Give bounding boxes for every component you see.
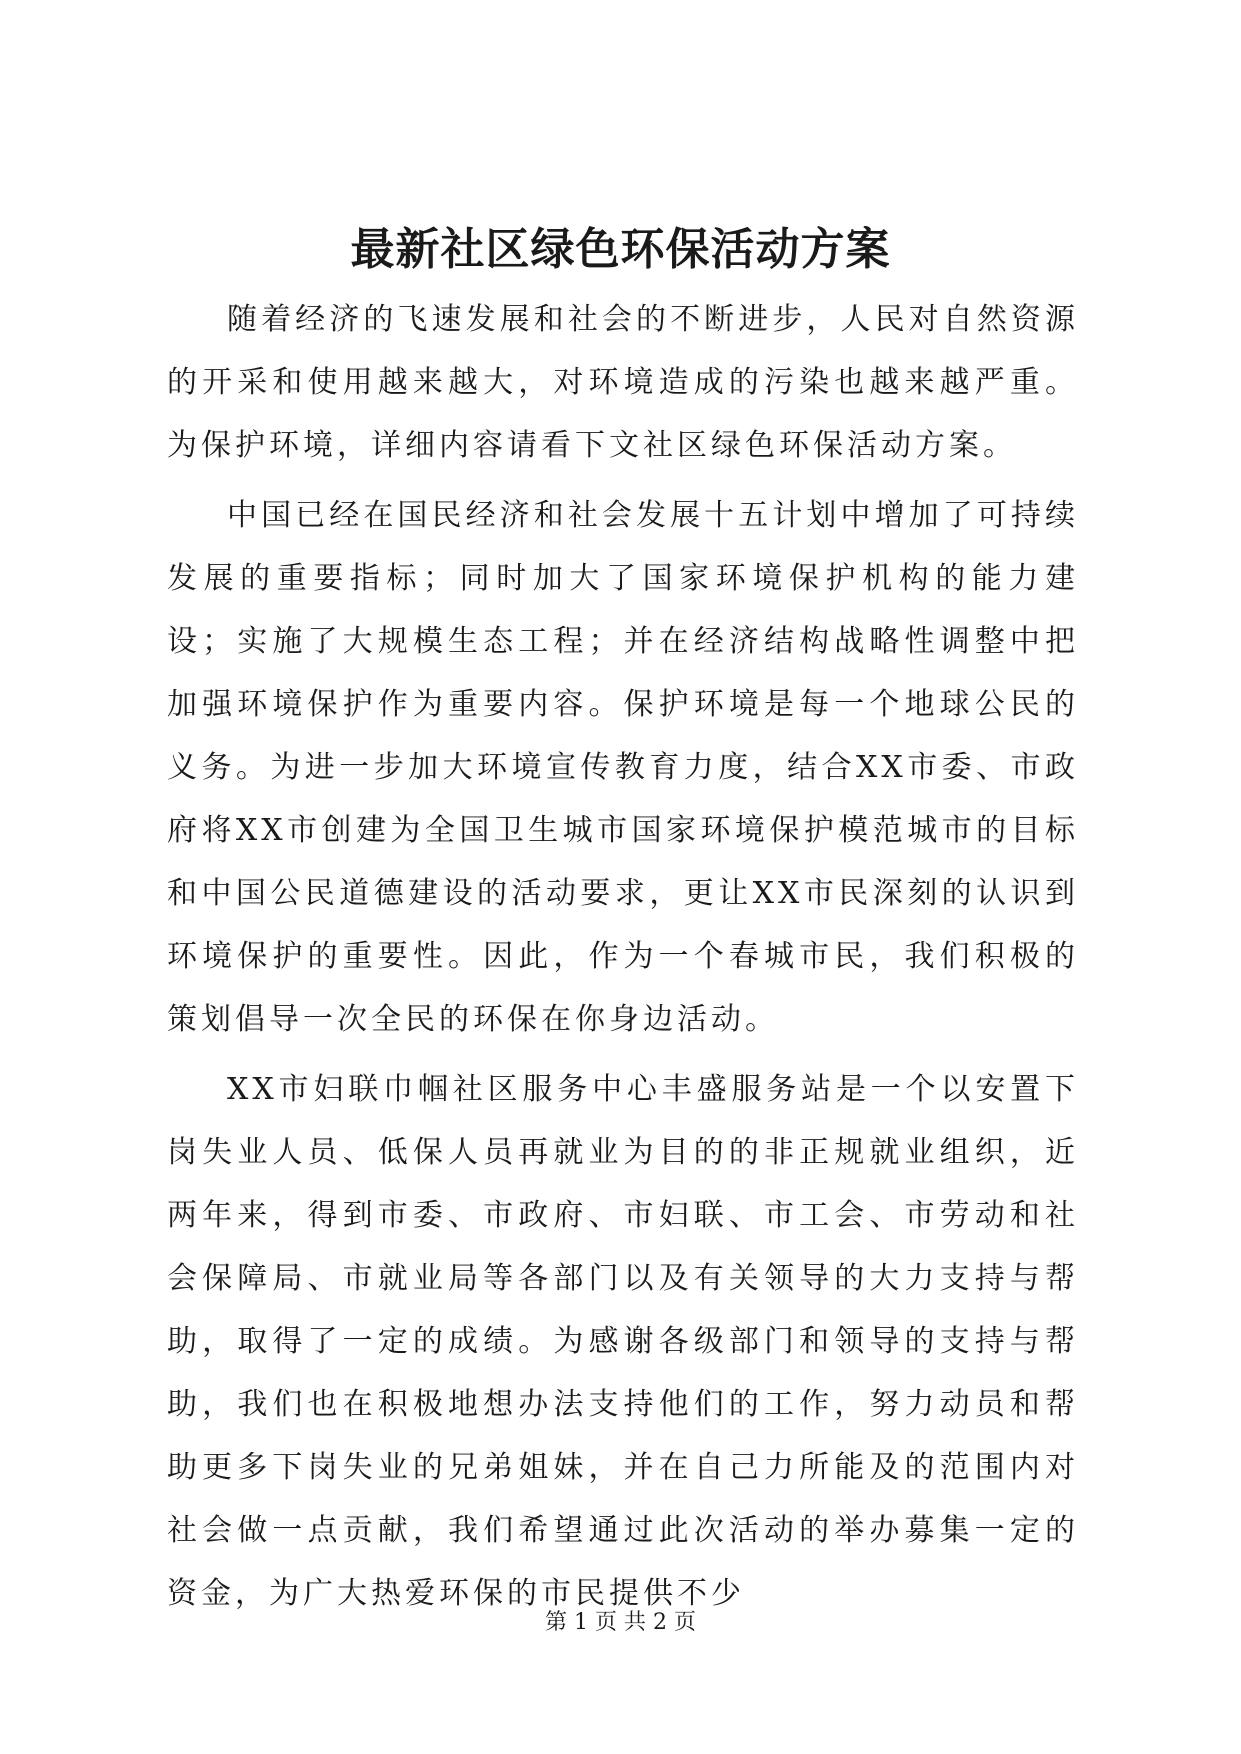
document-title: 最新社区绿色环保活动方案 [350, 224, 891, 275]
page-footer: 第 1 页 共 2 页 [545, 1610, 696, 1635]
paragraph: 中国已经在国民经济和社会发展十五计划中增加了可持续发展的重要指标；同时加大了国家环境保护机构的能力建设；实施了大规模生态工程；并在经济结构战略性调整中把加强环境保护作为重要内容。保护环境是每一个地球公民的义务。为进一步加大环境宣传教育力度，结合XX市委、市政府将XX市创建为全国卫生城市国家环境保护模范城市的目标和中国公民道德建设的活动要求，更让XX市民深刻的认识到环境保护的重要性。因此，作为一个春城市民，我们积极的策划倡导一次全民的环保在你身边活动。 [167, 498, 1079, 1037]
paragraph: 随着经济的飞速发展和社会的不断进步，人民对自然资源的开采和使用越来越大，对环境造成的污染也越来越严重。为保护环境，详细内容请看下文社区绿色环保活动方案。 [167, 302, 1079, 463]
paragraph: XX市妇联巾帼社区服务中心丰盛服务站是一个以安置下岗失业人员、低保人员再就业为目的的非正规就业组织，近两年来，得到市委、市政府、市妇联、市工会、市劳动和社会保障局、市就业局等各部门以及有关领导的大力支持与帮助，取得了一定的成绩。为感谢各级部门和领导的支持与帮助，我们也在积极地想办法支持他们的工作，努力动员和帮助更多下岗失业的兄弟姐妹，并在自己力所能及的范围内对社会做一点贡献，我们希望通过此次活动的举办募集一定的资金，为广大热爱环保的市民提供不少 [167, 1072, 1079, 1611]
document-body [167, 288, 1079, 1625]
